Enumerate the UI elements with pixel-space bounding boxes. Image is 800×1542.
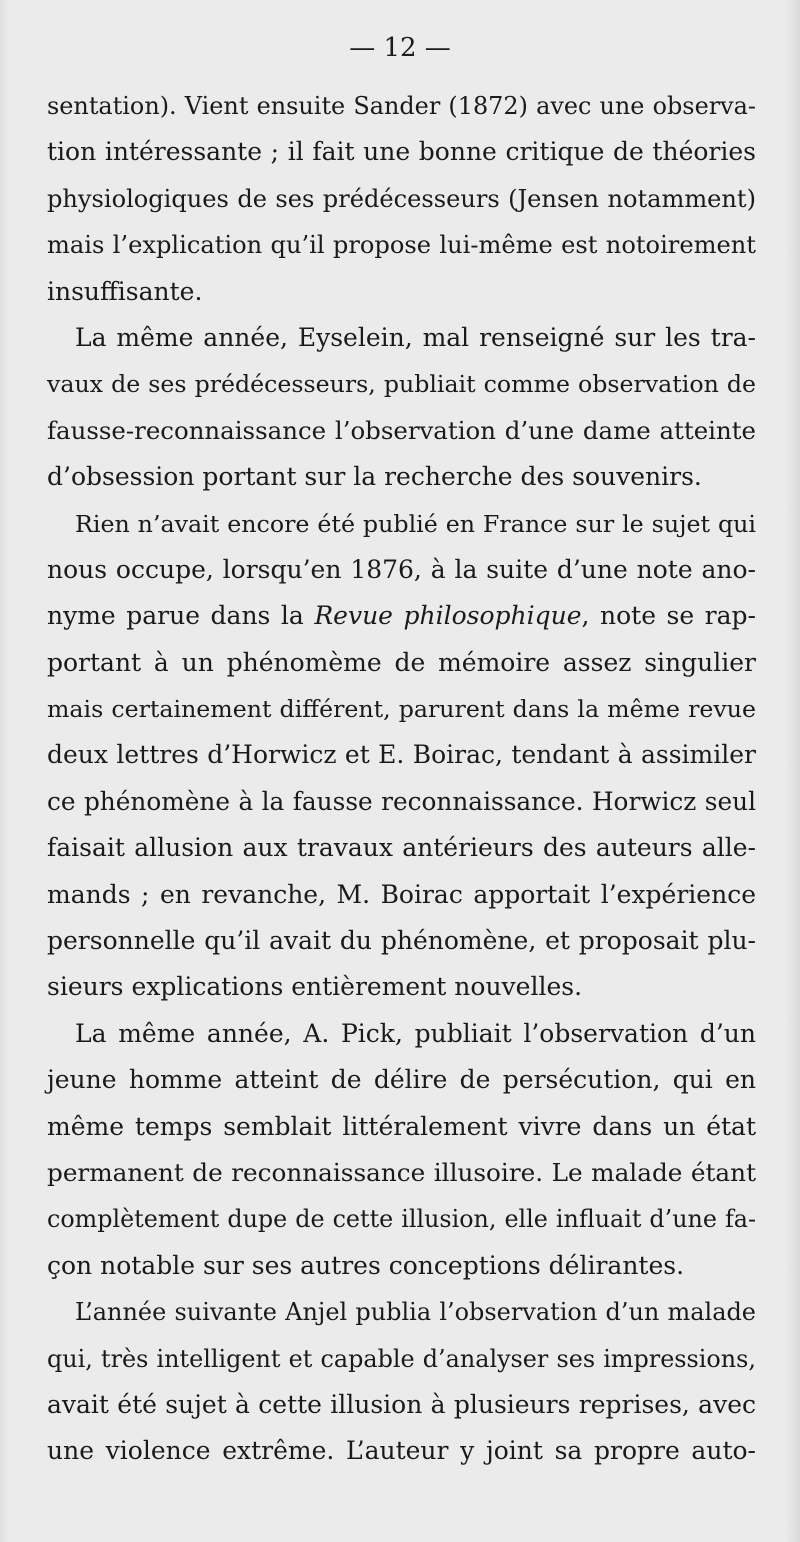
text-line: ce phénomène à la fausse reconnaissance. Horwicz seul	[47, 786, 756, 816]
text-line: mais certainement différent, parurent dans la même revue	[47, 695, 756, 724]
text-line: même temps semblait littéralement vivre dans un état	[47, 1111, 756, 1141]
text-line: sentation). Vient ensuite Sander (1872) avec une observa-	[47, 92, 756, 120]
text-line: d’obsession portant sur la recherche des souvenirs.	[47, 462, 702, 492]
text-line: personnelle qu’il avait du phénomène, et proposait plu-	[47, 926, 756, 956]
text-line: qui, très intelligent et capable d’analyser ses impressions,	[47, 1344, 756, 1373]
text-line: mais l’explication qu’il propose lui-même est notoirement	[47, 231, 756, 260]
journal-title: Revue philosophique	[314, 601, 582, 631]
text-line: complètement dupe de cette illusion, elle influait d’une fa-	[47, 1205, 756, 1234]
text-line: une violence extrême. L’auteur y joint sa propre auto-	[47, 1436, 756, 1466]
text-line: sieurs explications entièrement nouvelles.	[47, 972, 583, 1002]
text-line: Rien n’avait encore été publié en France sur le sujet qui	[75, 509, 756, 538]
text-line: insuffisante.	[47, 276, 203, 306]
text-line: vaux de ses prédécesseurs, publiait comme observation de	[47, 370, 756, 399]
text-line: tion intéressante ; il fait une bonne critique de théories	[47, 137, 756, 167]
text-line: fausse-reconnaissance l’observation d’une dame atteinte	[47, 415, 756, 445]
text-line: La même année, Eyselein, mal renseigné sur les tra-	[75, 322, 756, 352]
text-line: çon notable sur ses autres conceptions délirantes.	[47, 1250, 685, 1280]
text-line: permanent de reconnaissance illusoire. Le malade étant	[47, 1157, 756, 1187]
text-line: jeune homme atteint de délire de persécution, qui en	[47, 1065, 756, 1095]
text-line: nous occupe, lorsqu’en 1876, à la suite d’une note ano-	[47, 554, 756, 584]
page-right-shadow	[786, 0, 800, 1542]
page-number: — 12 —	[349, 33, 451, 63]
text-line: mands ; en revanche, M. Boirac apportait l’expérience	[47, 879, 756, 909]
page-left-shadow	[0, 0, 10, 1542]
text-line-with-journal-title	[47, 593, 756, 639]
text-line: La même année, A. Pick, publiait l’observation d’un	[75, 1018, 756, 1048]
text-line: physiologiques de ses prédécesseurs (Jensen notamment)	[47, 184, 756, 213]
text-segment: nyme parue dans la	[47, 601, 315, 631]
text-line: faisait allusion aux travaux antérieurs des auteurs alle-	[47, 833, 756, 863]
text-line: portant à un phénomème de mémoire assez singulier	[47, 647, 756, 677]
text-segment: , note se rap-	[581, 601, 756, 631]
text-line: L’année suivante Anjel publia l’observation d’un malade	[75, 1298, 756, 1327]
body-text	[47, 83, 756, 1475]
text-line: avait été sujet à cette illusion à plusieurs reprises, avec	[47, 1389, 756, 1419]
text-line: deux lettres d’Horwicz et E. Boirac, tendant à assimiler	[47, 740, 756, 770]
